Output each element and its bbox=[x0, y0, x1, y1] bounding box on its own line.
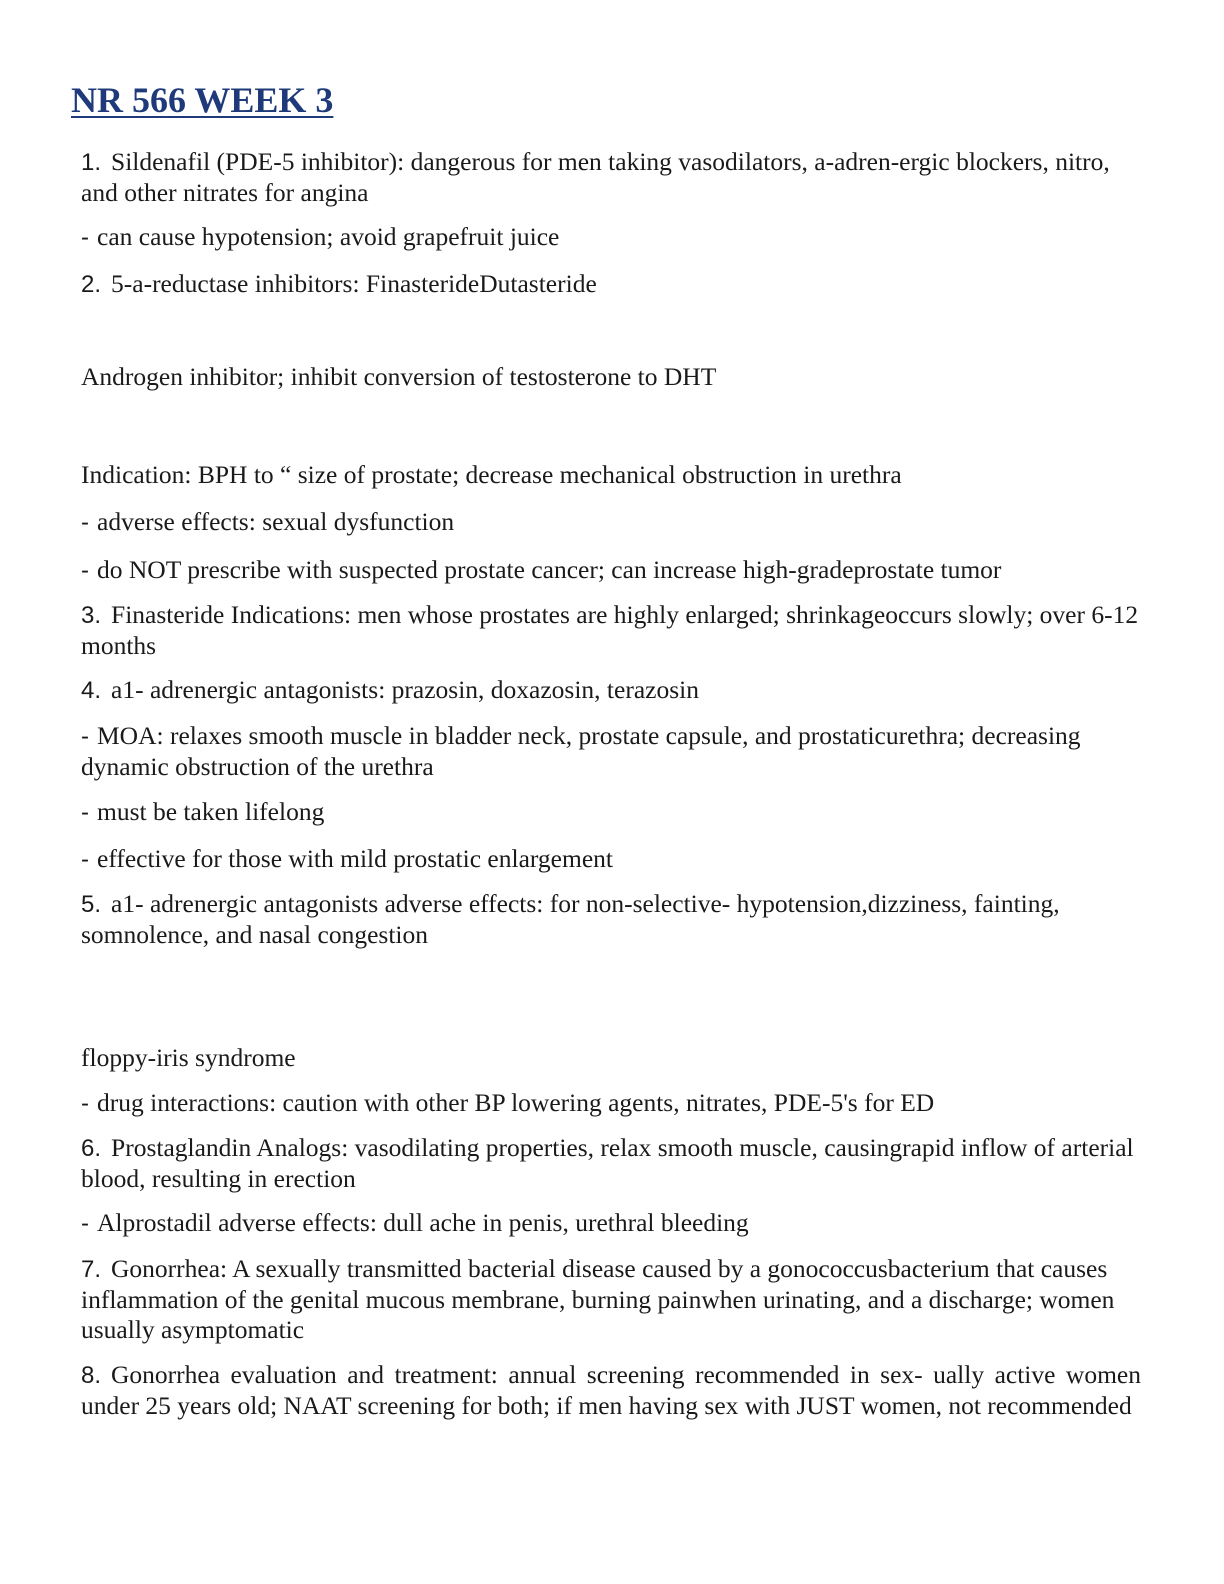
item-text: Prostaglandin Analogs: vasodilating properties, relax smooth muscle, causingrapid inflow of arterial blood, resulting in erection bbox=[81, 1133, 1134, 1193]
bullet-item bbox=[81, 721, 1141, 782]
paragraph bbox=[81, 362, 1141, 392]
bullet-item bbox=[81, 844, 1141, 875]
paragraph bbox=[81, 460, 1141, 490]
bullet-item bbox=[81, 1088, 1141, 1119]
item-text: MOA: relaxes smooth muscle in bladder neck, prostate capsule, and prostaticurethra; decreasing dynamic obstruction of the urethra bbox=[81, 721, 1081, 781]
bullet-item bbox=[81, 222, 1141, 253]
list-item-4 bbox=[81, 675, 1141, 706]
item-text: Sildenafil (PDE-5 inhibitor): dangerous for men taking vasodilators, a-adren-ergic blockers, nitro, and other nitrates for angina bbox=[81, 147, 1110, 207]
dash-marker: - bbox=[81, 1210, 89, 1237]
bullet-item bbox=[81, 507, 1141, 538]
item-text: do NOT prescribe with suspected prostate cancer; can increase high-gradeprostate tumor bbox=[97, 555, 1002, 584]
document-title: NR 566 WEEK 3 bbox=[71, 80, 334, 120]
item-text: effective for those with mild prostatic enlargement bbox=[97, 844, 613, 873]
item-text: Alprostadil adverse effects: dull ache in penis, urethral bleeding bbox=[97, 1208, 749, 1237]
bullet-item bbox=[81, 1208, 1141, 1239]
item-number: 4. bbox=[81, 677, 102, 704]
bullet-item bbox=[81, 797, 1141, 828]
list-item-8 bbox=[81, 1360, 1141, 1421]
item-text: Indication: BPH to “ size of prostate; decrease mechanical obstruction in urethra bbox=[81, 460, 902, 489]
item-number: 1. bbox=[81, 149, 102, 176]
dash-marker: - bbox=[81, 846, 89, 873]
item-text: Androgen inhibitor; inhibit conversion of testosterone to DHT bbox=[81, 362, 717, 391]
item-text: a1- adrenergic antagonists adverse effects: for non-selective- hypotension,dizziness, fainting, somnolence, and nasal congestion bbox=[81, 889, 1060, 949]
list-item-7 bbox=[81, 1254, 1141, 1345]
document-page bbox=[71, 70, 1141, 1421]
list-item-6 bbox=[81, 1133, 1141, 1194]
paragraph bbox=[81, 1043, 1141, 1073]
list-item-1 bbox=[81, 147, 1141, 208]
item-text: can cause hypotension; avoid grapefruit juice bbox=[97, 222, 560, 251]
item-text: drug interactions: caution with other BP lowering agents, nitrates, PDE-5's for ED bbox=[97, 1088, 935, 1117]
item-number: 6. bbox=[81, 1135, 102, 1162]
list-item-3 bbox=[81, 600, 1141, 661]
item-text: adverse effects: sexual dysfunction bbox=[97, 507, 455, 536]
item-text: floppy-iris syndrome bbox=[81, 1043, 296, 1072]
dash-marker: - bbox=[81, 1090, 89, 1117]
list-item-2 bbox=[81, 269, 1141, 300]
item-number: 3. bbox=[81, 602, 102, 629]
dash-marker: - bbox=[81, 799, 89, 826]
list-item-5 bbox=[81, 889, 1141, 950]
item-text: a1- adrenergic antagonists: prazosin, doxazosin, terazosin bbox=[111, 675, 699, 704]
item-text: must be taken lifelong bbox=[97, 797, 325, 826]
dash-marker: - bbox=[81, 723, 89, 750]
dash-marker: - bbox=[81, 509, 89, 536]
item-text: Finasteride Indications: men whose prostates are highly enlarged; shrinkageoccurs slowly; over 6-12 months bbox=[81, 600, 1139, 660]
dash-marker: - bbox=[81, 557, 89, 584]
item-text: Gonorrhea: A sexually transmitted bacterial disease caused by a gonococcusbacterium that causes inflammation of the genital mucous membrane, burning painwhen urinating, and a discharge; women usually asymptomatic bbox=[81, 1254, 1115, 1344]
item-number: 7. bbox=[81, 1256, 102, 1283]
item-number: 8. bbox=[81, 1362, 102, 1389]
item-number: 5. bbox=[81, 891, 102, 918]
item-text: Gonorrhea evaluation and treatment: annual screening recommended in sex- ually active women under 25 years old; NAAT screening for both; if men having sex with JUST women, not recommended bbox=[81, 1360, 1141, 1420]
item-text: 5-a-reductase inhibitors: FinasterideDutasteride bbox=[111, 269, 597, 298]
item-number: 2. bbox=[81, 271, 102, 298]
bullet-item bbox=[81, 555, 1141, 586]
dash-marker: - bbox=[81, 224, 89, 251]
